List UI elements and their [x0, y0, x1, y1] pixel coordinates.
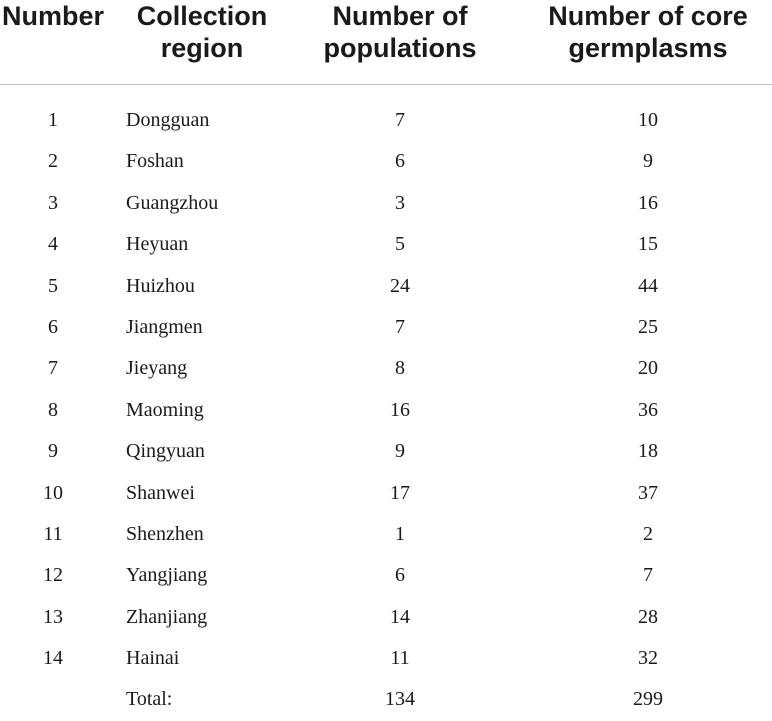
- table-row: [0, 638, 772, 679]
- cell-populations: 8: [395, 357, 405, 380]
- cell-number: 2: [48, 150, 58, 173]
- table-row: [0, 100, 772, 141]
- cell-core: 44: [638, 274, 658, 297]
- header-number-line-1: Number: [1, 1, 104, 31]
- header-core-line-2: germplasms: [568, 33, 728, 63]
- cell-core: 32: [638, 647, 658, 670]
- cell-number: 1: [48, 109, 58, 131]
- table-body: [0, 100, 772, 721]
- header-number-of-populations: [318, 0, 482, 64]
- cell-region: Heyuan: [126, 233, 189, 256]
- cell-region: Maoming: [126, 398, 204, 421]
- total-core: 299: [633, 688, 663, 711]
- cell-core: 9: [643, 150, 653, 173]
- header-populations-line-2: populations: [323, 33, 477, 63]
- cell-populations: 9: [395, 440, 405, 463]
- cell-core: 10: [638, 109, 658, 131]
- total-row: [0, 679, 772, 720]
- table-row: [0, 266, 772, 307]
- cell-number: 7: [48, 357, 58, 380]
- cell-core: 7: [643, 564, 653, 587]
- cell-populations: 5: [395, 233, 405, 256]
- cell-region: Hainai: [126, 647, 180, 670]
- table-row: [0, 224, 772, 265]
- cell-region: Yangjiang: [126, 564, 208, 587]
- table-row: [0, 141, 772, 182]
- cell-populations: 6: [395, 564, 405, 587]
- cell-populations: 14: [390, 605, 410, 628]
- table-row: [0, 183, 772, 224]
- cell-populations: 7: [395, 109, 405, 131]
- table-row: [0, 555, 772, 596]
- cell-region: Jieyang: [126, 357, 188, 380]
- cell-core: 28: [638, 605, 658, 628]
- cell-populations: 3: [395, 191, 405, 214]
- cell-populations: 16: [390, 398, 410, 421]
- cell-number: 10: [43, 481, 63, 504]
- header-region-line-2: region: [160, 33, 244, 63]
- table-row: [0, 514, 772, 555]
- table-row: [0, 307, 772, 348]
- header-number-of-core-germplasms: [538, 0, 758, 64]
- table-row: [0, 431, 772, 472]
- cell-region: Guangzhou: [126, 191, 219, 214]
- table-row: [0, 597, 772, 638]
- cell-number: 13: [43, 605, 63, 628]
- cell-core: 36: [638, 398, 658, 421]
- table-header: [0, 0, 772, 84]
- cell-core: 25: [638, 315, 658, 338]
- table-row: [0, 473, 772, 514]
- table-row: [0, 348, 772, 389]
- cell-region: Zhanjiang: [126, 605, 208, 628]
- header-region-line-1: Collection: [136, 1, 268, 31]
- cell-populations: 6: [395, 150, 405, 173]
- cell-number: 3: [48, 191, 58, 214]
- cell-region: Jiangmen: [126, 315, 203, 338]
- table-row: [0, 390, 772, 431]
- cell-core: 16: [638, 191, 658, 214]
- cell-number: 12: [43, 564, 63, 587]
- cell-core: 37: [638, 481, 658, 504]
- cell-core: 18: [638, 440, 658, 463]
- cell-core: 2: [643, 522, 653, 545]
- cell-number: 6: [48, 315, 58, 338]
- header-number: [0, 0, 106, 32]
- header-divider: [0, 84, 772, 85]
- cell-populations: 11: [390, 647, 410, 670]
- header-populations-line-1: Number of: [332, 1, 468, 31]
- cell-region: Huizhou: [126, 274, 195, 297]
- cell-region: Shenzhen: [126, 522, 204, 545]
- cell-number: 8: [48, 398, 58, 421]
- cell-core: 20: [638, 357, 658, 380]
- cell-region: Shanwei: [126, 481, 195, 504]
- cell-number: 14: [43, 647, 63, 670]
- cell-populations: 7: [395, 315, 405, 338]
- cell-populations: 17: [390, 481, 410, 504]
- total-populations: 134: [385, 688, 415, 711]
- cell-region: Foshan: [126, 150, 184, 173]
- total-label: Total:: [126, 688, 173, 711]
- cell-populations: 24: [390, 274, 410, 297]
- cell-number: 11: [43, 522, 63, 545]
- cell-region: Qingyuan: [126, 440, 205, 463]
- cell-core: 15: [638, 233, 658, 256]
- cell-number: 9: [48, 440, 58, 463]
- cell-region: Dongguan: [126, 109, 210, 131]
- cell-populations: 1: [395, 522, 405, 545]
- cell-number: 5: [48, 274, 58, 297]
- header-collection-region: [130, 0, 274, 64]
- cell-number: 4: [48, 233, 58, 256]
- header-core-line-1: Number of core: [548, 1, 748, 31]
